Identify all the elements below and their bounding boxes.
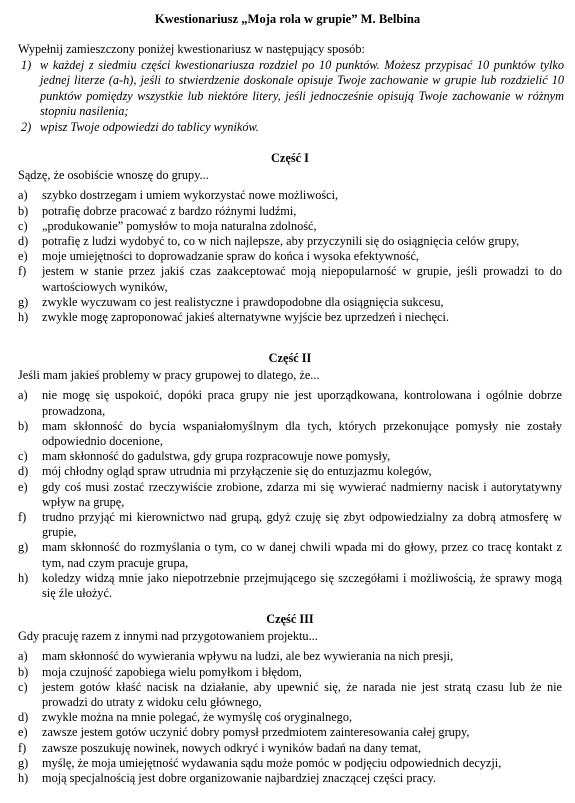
item-letter: c) xyxy=(18,218,28,233)
list-item xyxy=(18,540,562,570)
list-item xyxy=(18,741,562,756)
item-letter: f) xyxy=(18,264,27,279)
list-item xyxy=(18,680,562,710)
list-item xyxy=(18,480,562,510)
section-title: Część III xyxy=(266,612,314,626)
item-text: szybko dostrzegam i umiem wykorzystać nowe możliwości, xyxy=(42,188,339,203)
item-text: mam skłonność do gadulstwa, gdy grupa rozpracowuje nowe pomysły, xyxy=(42,449,391,464)
item-letter: b) xyxy=(18,418,29,433)
list-item xyxy=(18,725,562,740)
item-letter: d) xyxy=(18,464,29,479)
item-text: moją specjalnością jest dobre organizowanie najbardziej znaczącej części pracy. xyxy=(42,771,436,786)
item-letter: d) xyxy=(18,234,29,249)
list-item xyxy=(18,464,562,479)
item-text: potrafię z ludzi wydobyć to, co w nich najlepsze, aby przyczynili się do osiągnięcia celów grupy, xyxy=(42,234,520,249)
item-text: zwykle wyczuwam co jest realistyczne i prawdopodobne dla osiągnięcia sukcesu, xyxy=(42,294,444,309)
list-item xyxy=(18,756,562,771)
item-text: potrafię dobrze pracować z bardzo różnymi ludźmi, xyxy=(42,203,297,218)
instructions-lead: Wypełnij zamieszczony poniżej kwestionariusz w następujący sposób: xyxy=(18,42,365,56)
item-letter: h) xyxy=(18,310,29,325)
list-item xyxy=(18,234,562,249)
item-letter: b) xyxy=(18,664,29,679)
item-text: mam skłonność do wywierania wpływu na ludzi, ale bez wywierania na nich presji, xyxy=(42,649,454,664)
list-item xyxy=(18,388,562,418)
item-text: gdy coś musi zostać rzeczywiście zrobione, zdarza mi się wywierać nadmierny nacisk i autorytatywny wpływ na grupę, xyxy=(42,479,562,509)
section-1 xyxy=(18,151,562,325)
item-letter: e) xyxy=(18,725,28,740)
item-letter: e) xyxy=(18,249,28,264)
item-letter: f) xyxy=(18,740,27,755)
item-text: koledzy widzą mnie jako niepotrzebnie przejmującego się szczegółami i możliwością, że sprawy mogą się źle ułożyć. xyxy=(42,570,562,601)
section-lead: Sądzę, że osobiście wnoszę do grupy... xyxy=(18,168,209,183)
section-lead: Jeśli mam jakieś problemy w pracy grupowej to dlatego, że... xyxy=(18,368,320,383)
item-letter: g) xyxy=(18,540,29,555)
list-item xyxy=(18,419,562,449)
item-letter: c) xyxy=(18,449,28,464)
section-items xyxy=(18,649,562,786)
section-3 xyxy=(18,612,562,786)
item-text: zwykle mogę zaproponować jakieś alternatywne wyjście bez uprzedzeń i niechęci. xyxy=(42,310,449,325)
item-text: „produkowanie” pomysłów to moja naturalna zdolność, xyxy=(42,218,317,233)
item-text: moje umiejętności to doprowadzanie spraw do końca i wysoka efektywność, xyxy=(42,249,420,264)
list-item xyxy=(18,264,562,294)
item-text: myślę, że moja umiejętność wydawania sądu może pomóc w podjęciu odpowiednich decyzji, xyxy=(42,755,502,770)
instruction-step xyxy=(18,120,564,136)
list-item xyxy=(18,665,562,680)
section-title: Część II xyxy=(268,351,312,365)
step-number: 2) xyxy=(21,119,32,134)
item-text: mam skłonność do bycia wspaniałomyślnym dla tych, których przekonujące pomysły nie zostały odpowiednio docenione, xyxy=(42,418,562,449)
list-item xyxy=(18,510,562,540)
item-text: jestem gotów kłaść nacisk na działanie, aby upewnić się, że narada nie jest stratą czasu lub że nie prowadzi do utraty z widoku celu głównego, xyxy=(42,679,562,710)
item-letter: a) xyxy=(18,649,28,664)
item-text: mój chłodny ogląd spraw utrudnia mi przyłączenie się do entuzjazmu kolegów, xyxy=(42,464,432,479)
item-letter: f) xyxy=(18,510,27,525)
section-items xyxy=(18,188,562,325)
item-letter: b) xyxy=(18,203,29,218)
item-text: mam skłonność do rozmyślania o tym, co w danej chwili wpada mi do głowy, przez co tracę kontakt z tym, nad czym pracuje grupa, xyxy=(42,540,562,570)
list-item xyxy=(18,649,562,664)
item-letter: h) xyxy=(18,570,29,585)
section-items xyxy=(18,388,562,601)
step-text: w każdej z siedmiu części kwestionariusza rozdziel po 10 punktów. Możesz przypisać 10 punktów tylko jednej literze (a-h), jeśli to stwierdzenie doskonale opisuje Twoje zachowanie w grupie lub rozdzielić 10 punktów pomiędzy wszystkie lub niektóre litery, jeśli jednocześnie opisują Twoje zachowanie w różnym stopniu nasilenia; xyxy=(40,57,564,119)
item-letter: h) xyxy=(18,771,29,786)
list-item xyxy=(18,771,562,786)
item-letter: a) xyxy=(18,188,28,203)
list-item xyxy=(18,449,562,464)
list-item xyxy=(18,249,562,264)
section-2 xyxy=(18,351,562,601)
list-item xyxy=(18,295,562,310)
item-text: zwykle można na mnie polegać, że wymyślę coś oryginalnego, xyxy=(42,710,353,725)
item-text: moja czujność zapobiega wielu pomyłkom i błędom, xyxy=(42,664,302,679)
list-item xyxy=(18,571,562,601)
step-number: 1) xyxy=(21,57,32,72)
list-item xyxy=(18,310,562,325)
item-letter: a) xyxy=(18,388,28,403)
instructions xyxy=(18,42,564,136)
item-letter: e) xyxy=(18,479,28,494)
item-text: zawsze jestem gotów uczynić dobry pomysł przedmiotem zainteresowania całej grupy, xyxy=(42,725,470,740)
list-item xyxy=(18,204,562,219)
list-item xyxy=(18,219,562,234)
item-letter: g) xyxy=(18,755,29,770)
item-letter: d) xyxy=(18,710,29,725)
item-text: zawsze poszukuję nowinek, nowych odkryć i wyników badań na dany temat, xyxy=(42,740,422,755)
section-lead: Gdy pracuję razem z innymi nad przygotowaniem projektu... xyxy=(18,629,318,644)
item-letter: g) xyxy=(18,294,29,309)
list-item xyxy=(18,710,562,725)
item-text: nie mogę się uspokoić, dopóki praca grupy nie jest uporządkowana, kontrolowana i ogólnie dobrze prowadzona, xyxy=(42,388,562,418)
instructions-steps xyxy=(18,58,564,136)
item-text: trudno przyjąć mi kierownictwo nad grupą, gdyż czuję się zbyt odpowiedzialny za dobrą atmosferę w grupie, xyxy=(42,510,562,540)
item-text: jestem w stanie przez jakiś czas zaakceptować moją niepopularność w grupie, jeśli prowadzi to do wartościowych wyników, xyxy=(42,264,562,294)
instruction-step xyxy=(18,58,564,120)
list-item xyxy=(18,188,562,203)
document-title: Kwestionariusz „Moja rola w grupie” M. Belbina xyxy=(154,12,421,26)
step-text: wpisz Twoje odpowiedzi do tablicy wyników. xyxy=(40,119,259,134)
item-letter: c) xyxy=(18,679,28,694)
section-title: Część I xyxy=(271,151,309,165)
